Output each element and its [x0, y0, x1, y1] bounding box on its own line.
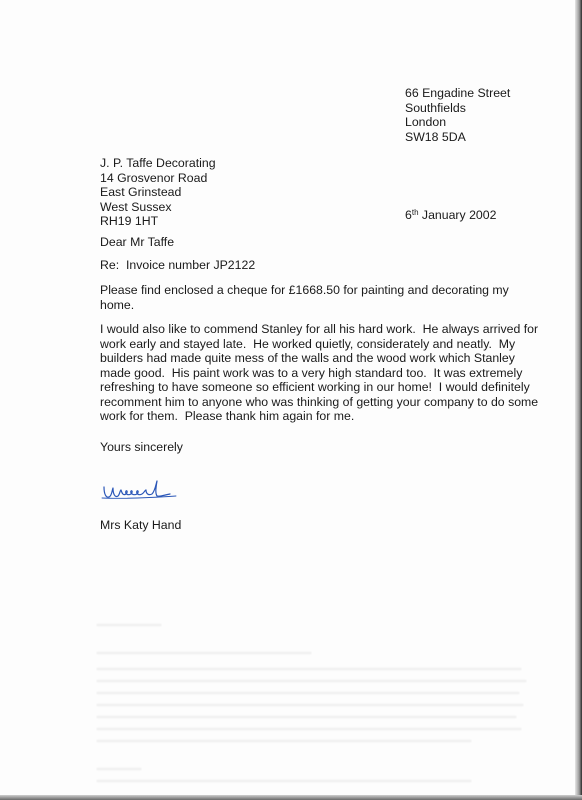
- recipient-address: [100, 156, 216, 229]
- handwritten-signature: [100, 478, 180, 506]
- recipient-address-line: West Sussex: [100, 199, 172, 214]
- sender-address-line: 66 Engadine Street: [405, 86, 511, 100]
- paragraph-commendation: [100, 322, 540, 424]
- recipient-address-line: RH19 1HT: [100, 214, 159, 228]
- closing: Yours sincerely: [100, 440, 183, 454]
- date-suffix: th: [411, 208, 419, 217]
- paragraph-line: made good. His paint work was to a very high standard too. It was extremely: [100, 365, 523, 380]
- subject-line: Re: Invoice number JP2122: [100, 258, 256, 272]
- paragraph-line: I would also like to commend Stanley for all his hard work. He always arrived for: [100, 322, 539, 336]
- salutation: Dear Mr Taffe: [100, 235, 175, 249]
- paragraph-line: work for them. Please thank him again for me.: [100, 409, 355, 423]
- signatory-name: Mrs Katy Hand: [100, 518, 182, 532]
- sender-address-line: London: [405, 115, 447, 129]
- paragraph-cheque: [100, 283, 540, 312]
- paragraph-line: refreshing to have someone so efficient working in our home! I would definitely: [100, 380, 530, 394]
- date-day: 6: [405, 208, 412, 222]
- sender-address-line: SW18 5DA: [405, 129, 466, 144]
- recipient-address-line: 14 Grosvenor Road: [100, 170, 208, 185]
- paragraph-line: work early and stayed late. He worked quietly, considerately and neatly. My: [100, 336, 516, 351]
- recipient-address-line: East Grinstead: [100, 185, 182, 199]
- date-rest: January 2002: [418, 208, 497, 222]
- paragraph-line: home.: [100, 297, 135, 312]
- letter-date: [405, 206, 496, 223]
- scan-bleed-through: [0, 605, 575, 795]
- sender-address: [405, 86, 510, 144]
- recipient-address-line: J. P. Taffe Decorating: [100, 156, 216, 170]
- paragraph-line: builders had made quite mess of the walls and the wood work which Stanley: [100, 351, 515, 365]
- paragraph-line: Please find enclosed a cheque for £1668.50 for painting and decorating my: [100, 283, 509, 297]
- paragraph-line: recomment him to anyone who was thinking of getting your company to do some: [100, 394, 539, 409]
- sender-address-line: Southfields: [405, 100, 466, 115]
- scan-edge-bottom: [0, 795, 582, 800]
- scan-edge-right: [575, 0, 582, 800]
- bleed-through-texture: [0, 605, 575, 795]
